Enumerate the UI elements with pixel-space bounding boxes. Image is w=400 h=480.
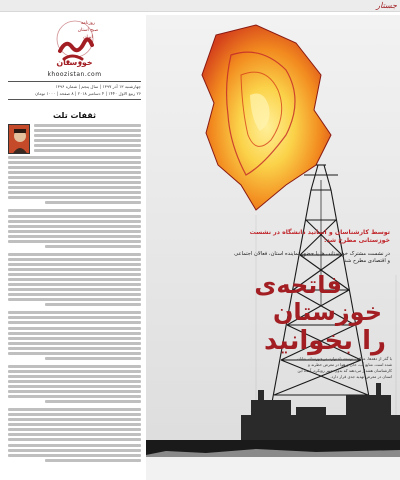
logo-caption-line: ایران: [83, 34, 93, 40]
text-line: [8, 225, 141, 228]
text-line: [8, 454, 141, 457]
text-line: [8, 283, 141, 286]
text-line: [8, 156, 141, 159]
text-line: [45, 245, 141, 248]
text-line: [45, 400, 141, 403]
text-line: [8, 278, 141, 281]
text-line: [8, 298, 141, 301]
text-line: [8, 316, 141, 319]
masthead-caption: [68, 21, 108, 41]
text-line: [8, 268, 141, 271]
text-line: [8, 321, 141, 324]
logo-caption-line: روزنامه: [81, 21, 95, 26]
text-line: [8, 380, 141, 383]
text-line: [8, 433, 141, 436]
text-line: [8, 327, 141, 330]
text-line: [8, 370, 141, 373]
logo-caption-line: صبح استان: [77, 27, 99, 33]
text-line: [34, 144, 141, 147]
text-line: [34, 124, 141, 127]
text-line: [8, 258, 141, 261]
text-line: [8, 390, 141, 393]
author-portrait-svg: [9, 125, 30, 154]
text-line: [45, 303, 141, 306]
text-line: [8, 395, 141, 398]
text-line: [45, 201, 141, 204]
text-line: [8, 293, 141, 296]
poster-intro-text: با گذر از دهه‌ها، عواقب توسعه نامتوازن در خوزستان نمایان شده است. منابع آب، خاک و هوا در معرض خطرند و کارشناسان هشدار می‌دهند که بدون تغییر رویکرد، آینده این استان در معرض تهدید جدی قرار دارد.: [296, 356, 392, 380]
text-line: [8, 186, 141, 189]
text-line: [8, 215, 141, 218]
article-body: [8, 156, 141, 467]
text-line: [8, 418, 141, 421]
text-line: [8, 196, 141, 199]
text-line: [8, 311, 141, 314]
masthead-url: khoozistan.com: [47, 71, 102, 78]
text-line: [8, 209, 141, 212]
top-bar: [0, 0, 400, 12]
text-line: [8, 273, 141, 276]
text-line: [8, 220, 141, 223]
text-line: [8, 337, 141, 340]
text-line: [34, 134, 141, 137]
issue-date-line: ۲۶ ربیع الاول ۱۴۴۰ | ۴ دسامبر ۲۰۱۸ | ۸ صفحه | ۱۰۰۰ تومان: [35, 91, 141, 96]
text-line: [8, 342, 141, 345]
poster-subtitle: توسط کارشناسان و اساتید دانشگاه در نشست خوزستانی مطرح شد:: [249, 229, 390, 245]
text-line: [8, 352, 141, 355]
text-line: [45, 357, 141, 360]
author-portrait-icon: [8, 124, 30, 154]
text-line: [8, 365, 141, 368]
text-line: [8, 235, 141, 238]
text-line: [8, 347, 141, 350]
article-body: [34, 124, 141, 154]
poster-lead: در نشست مشترک خوزستانی ها با حضور نماینده استان، فعالان اجتماعی و اقتصادی مطرح شد: [234, 251, 390, 265]
text-line: [45, 459, 141, 462]
text-line: [8, 332, 141, 335]
text-line: [8, 375, 141, 378]
headline-line: فاتحه‌ی: [254, 271, 342, 299]
text-line: [8, 408, 141, 411]
text-line: [8, 385, 141, 388]
issue-date-line: چهارشنبه ۱۳ آذر ۱۳۹۷ | سال پنجم | شماره ۱۳۹۶: [55, 84, 141, 89]
text-line: [8, 176, 141, 179]
text-line: [8, 464, 141, 467]
column-title: ثقفات تلت: [52, 111, 97, 120]
text-line: [8, 438, 141, 441]
text-line: [8, 166, 141, 169]
divider: [8, 81, 141, 82]
text-line: [8, 428, 141, 431]
text-line: [8, 191, 141, 194]
headline-line: را بخوانید: [263, 326, 386, 356]
text-line: [34, 129, 141, 132]
text-line: [8, 253, 141, 256]
left-column: [8, 15, 141, 477]
text-line: [8, 240, 141, 243]
text-line: [8, 171, 141, 174]
text-line: [34, 149, 141, 152]
text-line: [8, 413, 141, 416]
text-line: [8, 444, 141, 447]
text-line: [8, 288, 141, 291]
poster-artwork: [146, 15, 400, 480]
divider: [8, 99, 141, 100]
page-corner-label: جستار: [376, 1, 397, 10]
masthead: [8, 15, 141, 85]
text-line: [8, 230, 141, 233]
text-line: [34, 139, 141, 142]
poster-illustration: [146, 15, 400, 480]
text-line: [8, 263, 141, 266]
headline-line: خوزستان: [272, 298, 382, 326]
text-line: [8, 181, 141, 184]
text-line: [8, 161, 141, 164]
masthead-word: خوزستان: [56, 58, 93, 67]
text-line: [8, 423, 141, 426]
text-line: [8, 449, 141, 452]
